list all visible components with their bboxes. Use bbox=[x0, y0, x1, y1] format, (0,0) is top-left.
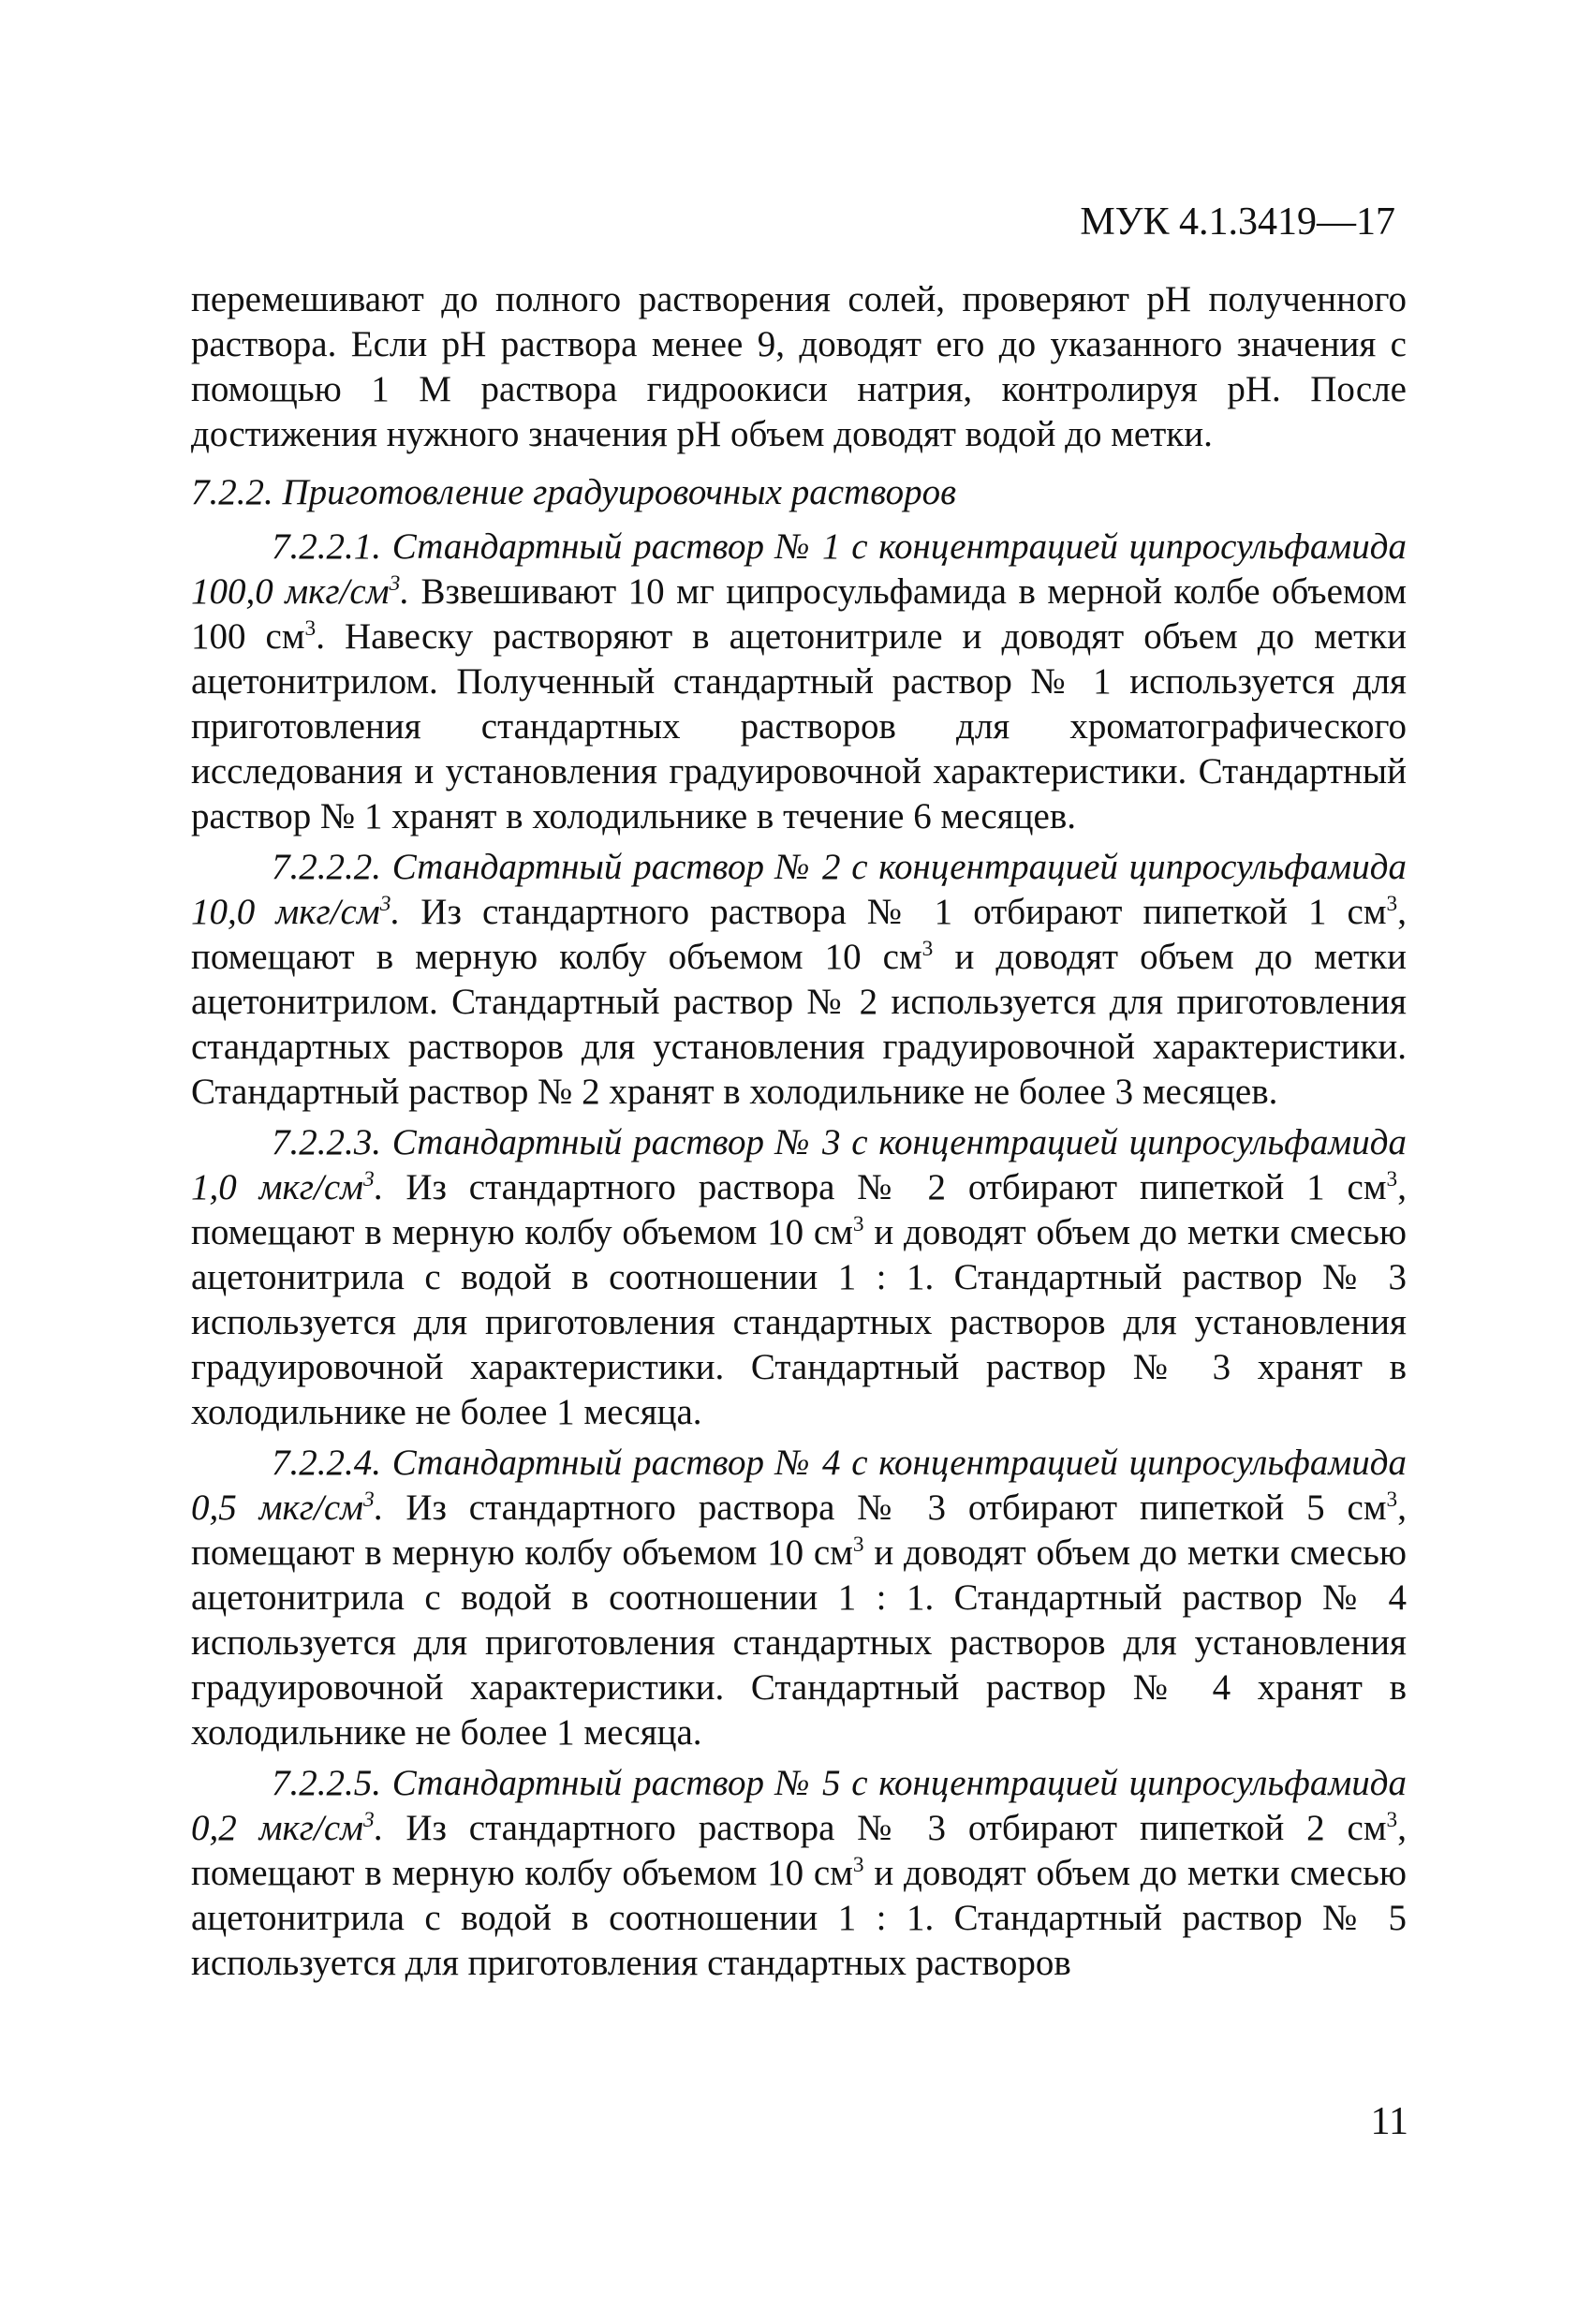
page-body bbox=[191, 277, 1407, 1986]
subsection-7-2-2-1: 7.2.2.1. Стандартный раствор № 1 с концентрацией ципросульфамида 100,0 мкг/$см^3$. Взвешивают 10 мг ципросульфамида в мерной колбе объемом 100 $см^3$. Навеску растворяют в ацетонитриле и доводят объем до метки ацетонитрилом. Полученный стандартный раствор № 1 используется для приготовления стандартных растворов для хроматографического исследования и установления градуировочной характеристики. Стандартный раствор № 1 хранят в холодильнике в течение 6 месяцев. bbox=[191, 526, 1408, 836]
subsection-7-2-2-4: 7.2.2.4. Стандартный раствор № 4 с концентрацией ципросульфамида 0,5 мкг/$см^3$. Из стандартного раствора № 3 отбирают пипеткой 5 $см^3$, помещают в мерную колбу объемом 10 $см^3$ и доводят объем до метки смесью ацетонитрила с водой в соотношении 1 : 1. Стандартный раствор № 4 используется для приготовления стандартных растворов для установления градуировочной характеристики. Стандартный раствор № 4 хранят в холодильнике не более 1 месяца. bbox=[191, 1443, 1407, 1753]
subsection-title: 7.2.2.5. Стандартный раствор № 5 с концентрацией ципросульфамида 0,2 мкг/$см^3$. bbox=[191, 1763, 1407, 1848]
intro-paragraph: перемешивают до полного растворения солей, проверяют рН полученного раствора. Если рН раствора менее 9, доводят его до указанного значения с помощью 1 М раствора гидроокиси натрия, контролируя рН. После достижения нужного значения рН объем доводят водой до метки. bbox=[191, 279, 1407, 454]
subsection-7-2-2-2: 7.2.2.2. Стандартный раствор № 2 с концентрацией ципросульфамида 10,0 мкг/$см^3$. Из стандартного раствора № 1 отбирают пипеткой 1 $см^3$, помещают в мерную колбу объемом 10 $см^3$ и доводят объем до метки ацетонитрилом. Стандартный раствор № 2 используется для приготовления стандартных растворов для установления градуировочной характеристики. Стандартный раствор № 2 хранят в холодильнике не более 3 месяцев. bbox=[191, 847, 1407, 1112]
subsection-title: 7.2.2.4. Стандартный раствор № 4 с концентрацией ципросульфамида 0,5 мкг/$см^3$. bbox=[191, 1443, 1407, 1528]
page-number: 11 bbox=[1370, 2100, 1408, 2143]
subsection-title: 7.2.2.1. Стандартный раствор № 1 с концентрацией ципросульфамида 100,0 мкг/$см^3$. bbox=[191, 526, 1407, 612]
subsection-title: 7.2.2.2. Стандартный раствор № 2 с концентрацией ципросульфамида 10,0 мкг/$см^3$. bbox=[191, 847, 1407, 932]
subsection-title: 7.2.2.3. Стандартный раствор № 3 с концентрацией ципросульфамида 1,0 мкг/$см^3$. bbox=[191, 1122, 1407, 1207]
document-code-header: МУК 4.1.3419—17 bbox=[1080, 200, 1395, 244]
subsection-7-2-2-5: 7.2.2.5. Стандартный раствор № 5 с концентрацией ципросульфамида 0,2 мкг/$см^3$. Из стандартного раствора № 3 отбирают пипеткой 2 $см^3$, помещают в мерную колбу объемом 10 $см^3$ и доводят объем до метки смесью ацетонитрила с водой в соотношении 1 : 1. Стандартный раствор № 5 используется для приготовления стандартных растворов bbox=[191, 1763, 1407, 1983]
section-heading: 7.2.2. Приготовление градуировочных растворов bbox=[191, 472, 957, 512]
subsection-7-2-2-3: 7.2.2.3. Стандартный раствор № 3 с концентрацией ципросульфамида 1,0 мкг/$см^3$. Из стандартного раствора № 2 отбирают пипеткой 1 $см^3$, помещают в мерную колбу объемом 10 $см^3$ и доводят объем до метки смесью ацетонитрила с водой в соотношении 1 : 1. Стандартный раствор № 3 используется для приготовления стандартных растворов для установления градуировочной характеристики. Стандартный раствор № 3 хранят в холодильнике не более 1 месяца. bbox=[191, 1122, 1407, 1432]
